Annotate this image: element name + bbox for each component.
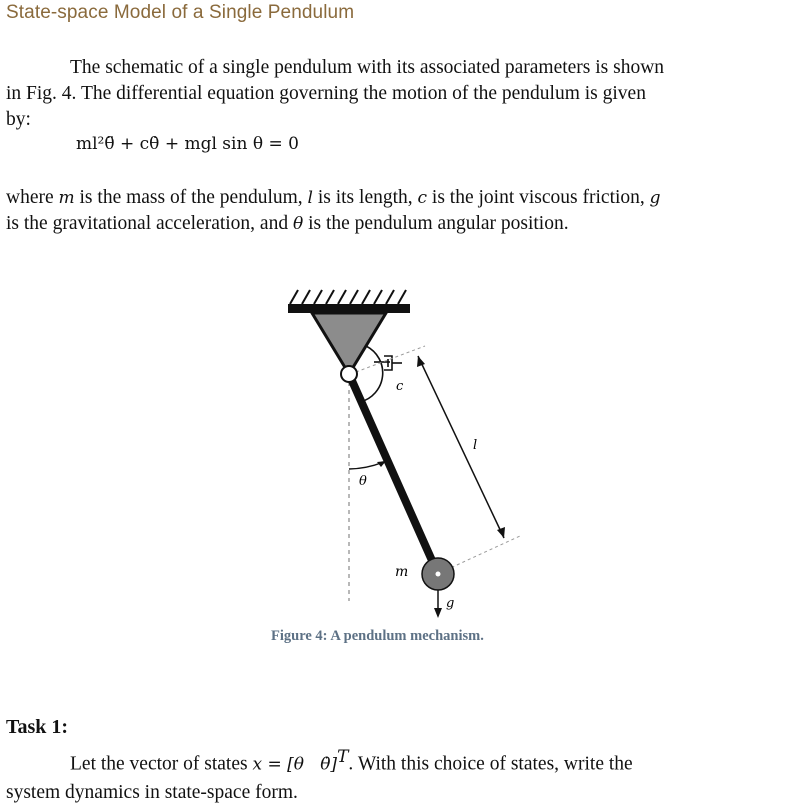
label-m: m [395, 564, 409, 580]
task-title: Task 1: [6, 716, 69, 738]
ceiling-hatch [290, 290, 406, 304]
pivot-joint [341, 366, 357, 382]
label-l: l [473, 438, 478, 453]
page-title: State-space Model of a Single Pendulum [6, 2, 355, 23]
where-line-2: is the gravitational acceleration, and θ is the pendulum angular position. [6, 213, 569, 234]
pendulum-figure [250, 276, 540, 621]
friction-arc [360, 346, 383, 402]
length-arrow [418, 356, 504, 538]
intro-line-2: in Fig. 4. The differential equation governing the motion of the pendulum is given [6, 83, 646, 104]
label-g: g [446, 596, 455, 611]
label-c: c [396, 379, 404, 394]
equation: ml²θ̈ + cθ̇ + mgl sin θ = 0 [76, 134, 299, 154]
label-theta: θ [359, 474, 367, 489]
task-line-2: system dynamics in state-space form. [6, 781, 298, 803]
intro-line-3: by: [6, 109, 31, 130]
task-body [6, 743, 780, 807]
task-line-1: Let the vector of states x = [θ θ̇]$^T$. With this choice of states, write the [70, 747, 633, 775]
where-line-1: where m is the mass of the pendulum, l is its length, c is the joint viscous friction, g [6, 187, 661, 208]
figure-caption: Figure 4: A pendulum mechanism. [271, 628, 484, 644]
intro-line-1: The schematic of a single pendulum with its associated parameters is shown [70, 57, 665, 78]
